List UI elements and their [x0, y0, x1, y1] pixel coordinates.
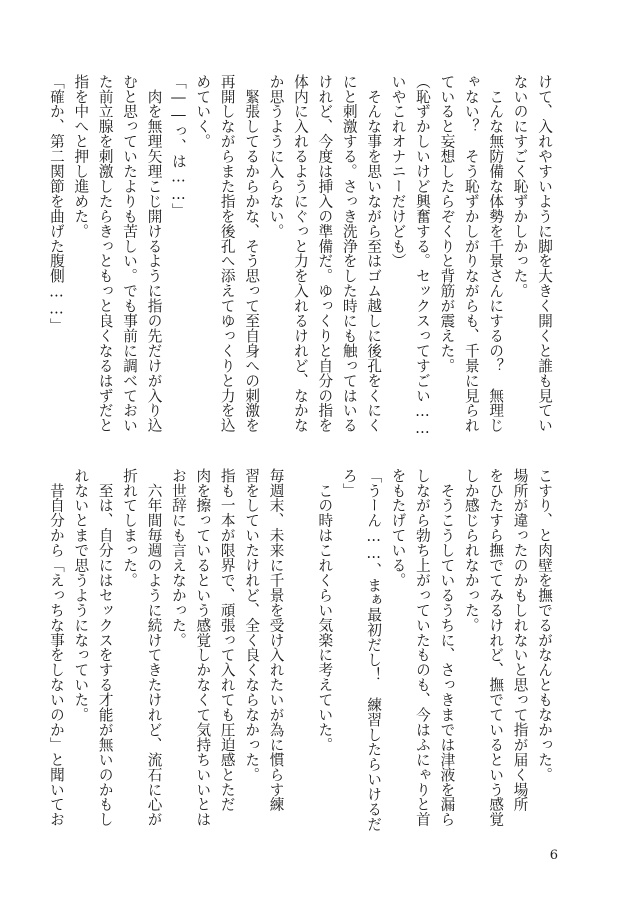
text-line: 場所が違ったのかもしれないと思って指が届く場所 [511, 468, 529, 812]
text-line: しか感じられなかった。 [462, 468, 480, 633]
text-line: をひたすら撫でてみるけれど、撫でているという感覚 [487, 468, 505, 827]
text-line: 緊張してるからかな、そう思って至自身への刺激を [243, 74, 261, 433]
text-line: 「確か、第二関節を曲げた腹側……」 [47, 74, 65, 333]
text-line: た前立腺を刺激したらきっともっと良くなるはずだと [96, 74, 114, 433]
text-line: むと思っていたよりも苦しい。でも事前に調べておい [121, 74, 139, 433]
text-line: 指も一本が限界で、頑張って入れても圧迫感とただ [218, 468, 236, 812]
text-line: 肉を擦っているという感覚しかなくて気持ちいいとは [194, 468, 212, 827]
text-line: ていると妄想したらぞくりと背筋が震えた。 [438, 74, 456, 373]
text-line: ろ」 [340, 468, 358, 498]
text-line: れないとまで思うようになっていた。 [72, 468, 90, 723]
text-line: こんな無防備な体勢を千景さんにするの？ 無理じ [487, 74, 505, 433]
text-line: 指を中へと押し進めた。 [72, 74, 90, 239]
text-line: 習をしていたけれど、全く良くならなかった。 [243, 468, 261, 782]
text-line: か思うように入らない。 [267, 74, 285, 239]
text-line: そうこうしているうちに、さっきまでは津液を漏ら [438, 468, 456, 827]
lower-text-section [47, 468, 556, 832]
text-line: ゃない？ そう恥ずかしがりながらも、千景に見られ [462, 74, 480, 433]
text-line: 六年間毎週のように続けてきたけれど、流石に心が [145, 468, 163, 827]
text-line: 至は、自分にはセックスをする才能が無いのかもし [96, 468, 114, 827]
text-line: にと刺激する。さっき洗浄をした時にも触ってはいる [340, 74, 358, 433]
text-line: （恥ずかしいけど興奮する。セックスってすごい…… [413, 74, 431, 438]
text-line: いやこれオナニーだけども） [389, 74, 407, 269]
text-line: お世辞にも言えなかった。 [169, 468, 187, 648]
text-line: こすり、と肉壁を撫でるがなんともなかった。 [536, 468, 553, 782]
text-line: 「――っ、は……」 [169, 74, 187, 219]
text-line: 毎週末、未来に千景を受け入れたいが為に慣らす練 [267, 468, 285, 812]
text-line: 再開しながらまた指を後孔へ添えてゆっくりと力を込 [218, 74, 236, 433]
text-line: めていく。 [194, 74, 212, 149]
text-line: 昔自分から「えっちな事をしないのか」と聞いてお [47, 468, 65, 827]
text-line: けて、入れやすいように脚を大きく開くと誰も見てい [536, 74, 553, 433]
text-line: 体内に入れるようにぐっと力を入れるけれど、なかな [291, 74, 309, 433]
upper-text-section [47, 74, 556, 438]
text-line: この時はこれくらい気楽に考えていた。 [316, 468, 334, 753]
text-line: 肉を無理矢理こじ開けるように指の先だけが入り込 [145, 74, 163, 433]
text-line: そんな事を思いながら至はゴム越しに後孔をくにく [365, 74, 383, 433]
page-number: 6 [549, 848, 558, 863]
text-line: をもたげている。 [389, 468, 407, 588]
text-line: しながら勃ち上がっていたものも、今はふにゃりと首 [413, 468, 431, 827]
text-line: けれど、今度は挿入の準備だ。ゆっくりと自分の指を [316, 74, 334, 433]
text-line: 折れてしまった。 [121, 468, 139, 588]
text-line [288, 468, 312, 828]
text-line: ないのにすごく恥ずかしかった。 [511, 74, 529, 299]
text-line: 「うーん……、まぁ最初だし！ 練習したらいけるだ [365, 468, 383, 832]
